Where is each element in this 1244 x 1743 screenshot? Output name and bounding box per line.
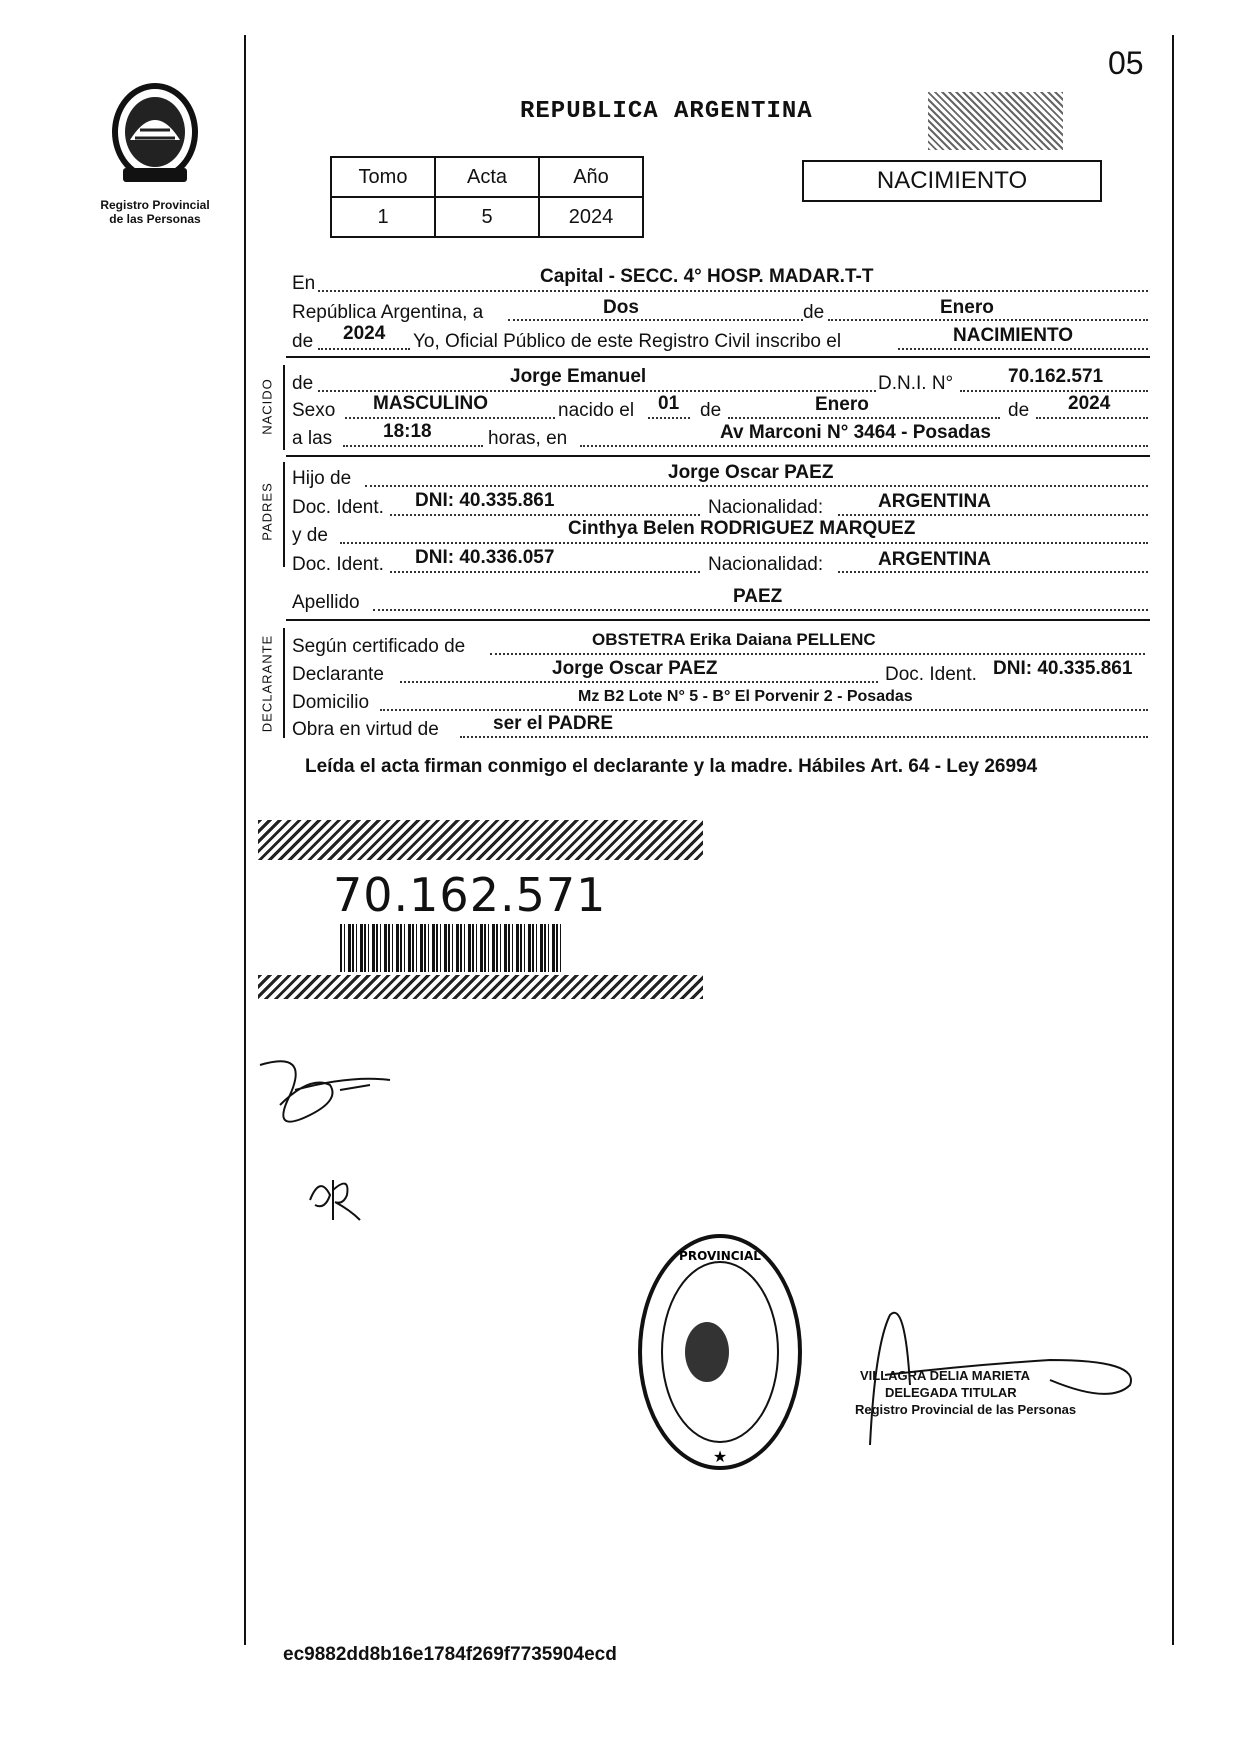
registry-table-values bbox=[331, 197, 643, 237]
security-band-top bbox=[258, 820, 703, 860]
svg-text:PROVINCIAL: PROVINCIAL bbox=[679, 1249, 761, 1263]
apellido-value: PAEZ bbox=[733, 586, 783, 607]
official-seal bbox=[635, 1230, 805, 1475]
declarante-bracket bbox=[283, 628, 285, 738]
declarant-signature bbox=[250, 1045, 400, 1150]
declarante-name: Jorge Oscar PAEZ bbox=[552, 658, 718, 679]
declarante-doc: DNI: 40.335.861 bbox=[993, 658, 1133, 679]
father-doc: DNI: 40.335.861 bbox=[415, 490, 555, 511]
logo-caption-line-2: de las Personas bbox=[109, 212, 201, 226]
nacido-bracket bbox=[283, 365, 285, 450]
logo-caption bbox=[85, 198, 225, 226]
sexo-value: MASCULINO bbox=[373, 393, 489, 414]
barcode bbox=[340, 924, 562, 972]
birth-day: 01 bbox=[658, 393, 680, 414]
domicilio-value: Mz B2 Lote N° 5 - B° El Porvenir 2 - Posadas bbox=[578, 688, 913, 705]
security-band-bottom bbox=[258, 975, 703, 999]
sexo-label: Sexo bbox=[292, 400, 336, 421]
nacido-section-label: NACIDO bbox=[259, 378, 275, 435]
inscribo-value: NACIMIENTO bbox=[953, 325, 1073, 346]
province-logo bbox=[105, 80, 205, 190]
day-value: Dos bbox=[603, 297, 639, 318]
day-dotline bbox=[508, 304, 803, 321]
header-tomo: Tomo bbox=[331, 157, 435, 197]
mother-name: Cinthya Belen RODRIGUEZ MARQUEZ bbox=[568, 518, 916, 539]
padres-bracket bbox=[283, 462, 285, 567]
child-dni: 70.162.571 bbox=[1008, 366, 1104, 387]
id-number: 70.162.571 bbox=[333, 868, 607, 922]
en-label: En bbox=[292, 273, 316, 294]
value-acta: 5 bbox=[435, 197, 539, 237]
child-name: Jorge Emanuel bbox=[510, 366, 647, 387]
horas-label: horas, en bbox=[488, 428, 568, 449]
value-tomo: 1 bbox=[331, 197, 435, 237]
cert-label: Según certificado de bbox=[292, 636, 466, 657]
left-margin-line bbox=[244, 35, 246, 1645]
father-doc-label: Doc. Ident. bbox=[292, 497, 384, 518]
section-divider-3 bbox=[286, 619, 1150, 621]
de-label-2: de bbox=[292, 331, 314, 352]
header-ano: Año bbox=[539, 157, 643, 197]
month-value: Enero bbox=[940, 297, 994, 318]
mother-nationality: ARGENTINA bbox=[878, 549, 991, 570]
republica-label: República Argentina, a bbox=[292, 302, 484, 323]
declarante-section-label: DECLARANTE bbox=[259, 634, 275, 733]
father-nationality: ARGENTINA bbox=[878, 491, 991, 512]
registry-table-header bbox=[331, 157, 643, 197]
yo-label: Yo, Oficial Público de este Registro Civil inscribo el bbox=[413, 331, 842, 352]
birth-year: 2024 bbox=[1068, 393, 1111, 414]
right-margin-line bbox=[1172, 35, 1174, 1645]
nacido-de-label-2: de bbox=[700, 400, 722, 421]
dni-label: D.N.I. N° bbox=[878, 373, 954, 394]
father-name: Jorge Oscar PAEZ bbox=[668, 462, 834, 483]
logo-caption-line-1: Registro Provincial bbox=[100, 198, 210, 212]
mother-signature bbox=[305, 1170, 375, 1230]
mother-doc-label: Doc. Ident. bbox=[292, 554, 384, 575]
officer-org: Registro Provincial de las Personas bbox=[855, 1402, 1077, 1417]
declarante-doc-label: Doc. Ident. bbox=[885, 664, 977, 685]
hijo-label: Hijo de bbox=[292, 468, 352, 489]
nacido-el-label: nacido el bbox=[558, 400, 635, 421]
mother-doc: DNI: 40.336.057 bbox=[415, 547, 555, 568]
watermark-stamp bbox=[928, 92, 1063, 150]
mother-nat-label: Nacionalidad: bbox=[708, 554, 824, 575]
padres-section-label: PADRES bbox=[259, 482, 275, 541]
domicilio-label: Domicilio bbox=[292, 692, 370, 713]
officer-title: DELEGADA TITULAR bbox=[885, 1385, 1017, 1400]
document-title: REPUBLICA ARGENTINA bbox=[520, 98, 813, 125]
svg-text:★: ★ bbox=[712, 1447, 728, 1466]
birth-place: Av Marconi N° 3464 - Posadas bbox=[720, 422, 991, 443]
nacido-de-label-3: de bbox=[1008, 400, 1030, 421]
cert-value: OBSTETRA Erika Daiana PELLENC bbox=[592, 630, 876, 649]
declarante-label: Declarante bbox=[292, 664, 384, 685]
record-type-box: NACIMIENTO bbox=[802, 160, 1102, 202]
document-hash: ec9882dd8b16e1784f269f7735904ecd bbox=[283, 1644, 617, 1665]
de-label-1: de bbox=[803, 302, 825, 323]
year-value: 2024 bbox=[343, 323, 386, 344]
apellido-label: Apellido bbox=[292, 592, 360, 613]
alas-label: a las bbox=[292, 428, 333, 449]
closing-statement: Leída el acta firman conmigo el declarante y la madre. Hábiles Art. 64 - Ley 26994 bbox=[305, 756, 1038, 777]
officer-info bbox=[855, 1367, 1076, 1418]
father-nat-label: Nacionalidad: bbox=[708, 497, 824, 518]
registry-table bbox=[330, 156, 644, 238]
officer-name: VILLAGRA DELIA MARIETA bbox=[860, 1368, 1030, 1383]
obra-label: Obra en virtud de bbox=[292, 719, 439, 740]
section-divider-2 bbox=[286, 455, 1150, 457]
value-ano: 2024 bbox=[539, 197, 643, 237]
en-value: Capital - SECC. 4° HOSP. MADAR.T-T bbox=[540, 266, 874, 287]
yde-label: y de bbox=[292, 525, 328, 546]
section-divider-1 bbox=[286, 356, 1150, 358]
header-acta: Acta bbox=[435, 157, 539, 197]
birth-time: 18:18 bbox=[383, 421, 432, 442]
obra-value: ser el PADRE bbox=[493, 713, 614, 734]
birth-month: Enero bbox=[815, 394, 869, 415]
nacido-de-label: de bbox=[292, 373, 314, 394]
page-number: 05 bbox=[1108, 45, 1144, 81]
